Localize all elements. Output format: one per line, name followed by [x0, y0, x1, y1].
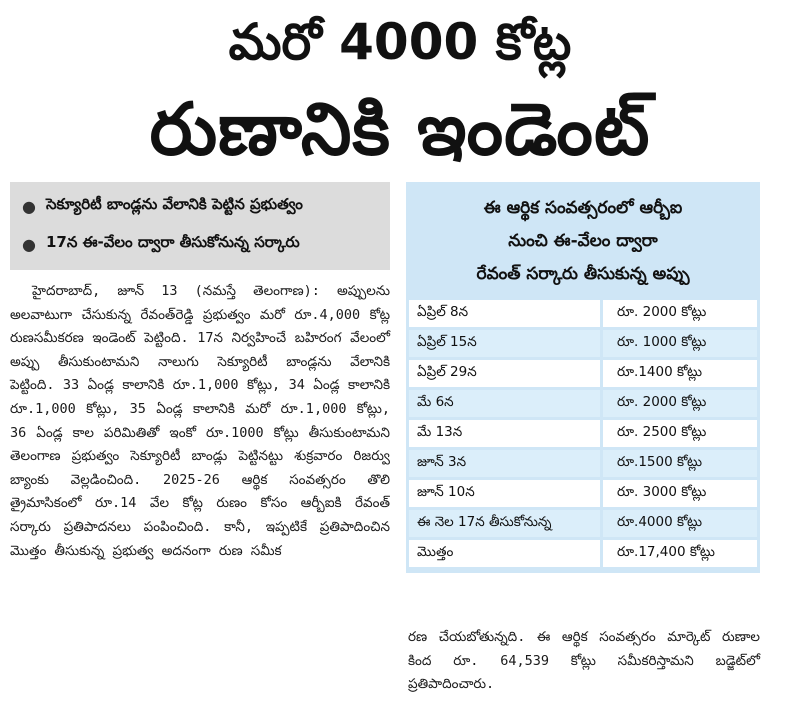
article-body	[10, 280, 390, 563]
article-paragraph: హైదరాబాద్, జూన్ 13 (నమస్తే తెలంగాణ): అప్పులను అలవాటుగా చేసుకున్న రేవంత్‌రెడ్డి ప్రభుత్వం మరో రూ.4,000 కోట్ల రుణసమీకరణ ఇండెంట్ పెట్టింది. 17న నిర్వహించే బహిరంగ వేలంలో అప్పు తీసుకుంటామని నాలుగు సెక్యూరిటీ బాండ్లను వేలానికి పెట్టింది. 33 ఏండ్ల కాలానికి రూ.1,000 కోట్లు, 34 ఏండ్ల కాలానికి రూ.1,000 కోట్లు, 35 ఏండ్ల కాలానికి మరో రూ.1,000 కోట్లు, 36 ఏండ్ల కాల పరిమితితో ఇంకో రూ.1000 కోట్లు తీసుకుంటామని తెలంగాణ ప్రభుత్వం సెక్యూరిటీ బాండ్లు పెట్టినట్టు శుక్రవారం రిజర్వు బ్యాంకు వెల్లడించింది. 2025-26 ఆర్థిక సంవత్సరం తొలి త్రైమాసికంలో రూ.14 వేల కోట్ల రుణం కోసం ఆర్బీఐకి రేవంత్ సర్కారు ప్రతిపాదనలు పంపించింది. కానీ, ఇప్పటికే ప్రతిపాదించిన మొత్తం తీసుకున్న ప్రభుత్వ అదనంగా రుణ సమీక	[10, 283, 390, 559]
loan-date: మే 13న	[409, 420, 603, 447]
article-paragraph: రణ చేయబోతున్నది. ఈ ఆర్థిక సంవత్సరం మార్కెట్ రుణాల కింద రూ. 64,539 కోట్లు సమీకరిస్తామని బడ్జెట్‌లో ప్రతిపాదించారు.	[408, 629, 760, 693]
loan-date: ఈ నెల 17న తీసుకోనున్న	[409, 510, 603, 537]
bullet-icon: ●	[22, 196, 36, 216]
loan-date: ఏప్రిల్ 29న	[409, 360, 603, 387]
loan-summary-box	[406, 182, 760, 573]
loan-amount: రూ. 2000 కోట్లు	[603, 390, 757, 417]
table-row	[409, 360, 757, 387]
loan-date: ఏప్రిల్ 8న	[409, 300, 603, 327]
loan-amount: రూ.4000 కోట్లు	[603, 510, 757, 537]
highlights-box	[10, 182, 390, 270]
loan-date: జూన్ 3న	[409, 450, 603, 477]
loan-summary-title-line: నుంచి ఈ-వేలం ద్వారా	[508, 231, 658, 251]
bullet-icon: ●	[22, 234, 36, 254]
loan-summary-title-line: రేవంత్ సర్కారు తీసుకున్న అప్పు	[476, 264, 690, 284]
highlight-item	[10, 190, 390, 222]
loan-date: జూన్ 10న	[409, 480, 603, 507]
table-row	[409, 300, 757, 327]
loan-total-amount: రూ.17,400 కోట్లు	[603, 540, 757, 567]
loan-total-label: మొత్తం	[409, 540, 603, 567]
table-row	[409, 330, 757, 357]
loan-date: మే 6న	[409, 390, 603, 417]
table-row	[409, 510, 757, 537]
article-continuation	[408, 626, 760, 697]
loan-amount: రూ.1400 కోట్లు	[603, 360, 757, 387]
table-row-total	[409, 540, 757, 567]
loan-amount: రూ. 3000 కోట్లు	[603, 480, 757, 507]
table-row	[409, 390, 757, 417]
loan-amount: రూ. 2000 కోట్లు	[603, 300, 757, 327]
table-row	[409, 450, 757, 477]
loan-table	[409, 297, 757, 570]
headline-line-1: మరో 4000 కోట్ల	[228, 13, 572, 71]
loan-amount: రూ. 1000 కోట్లు	[603, 330, 757, 357]
highlight-text: 17న ఈ-వేలం ద్వారా తీసుకోనున్న సర్కారు	[45, 233, 300, 251]
loan-summary-title	[406, 182, 760, 297]
loan-amount: రూ.1500 కోట్లు	[603, 450, 757, 477]
table-row	[409, 480, 757, 507]
loan-summary-title-line: ఈ ఆర్థిక సంవత్సరంలో ఆర్బీఐ	[483, 198, 683, 218]
highlight-item	[10, 228, 390, 260]
headline-line-2: రుణానికి ఇండెంట్	[149, 87, 651, 171]
table-row	[409, 420, 757, 447]
loan-amount: రూ. 2500 కోట్లు	[603, 420, 757, 447]
highlight-text: సెక్యూరిటీ బాండ్లను వేలానికి పెట్టిన ప్రభుత్వం	[45, 195, 303, 213]
loan-date: ఏప్రిల్ 15న	[409, 330, 603, 357]
